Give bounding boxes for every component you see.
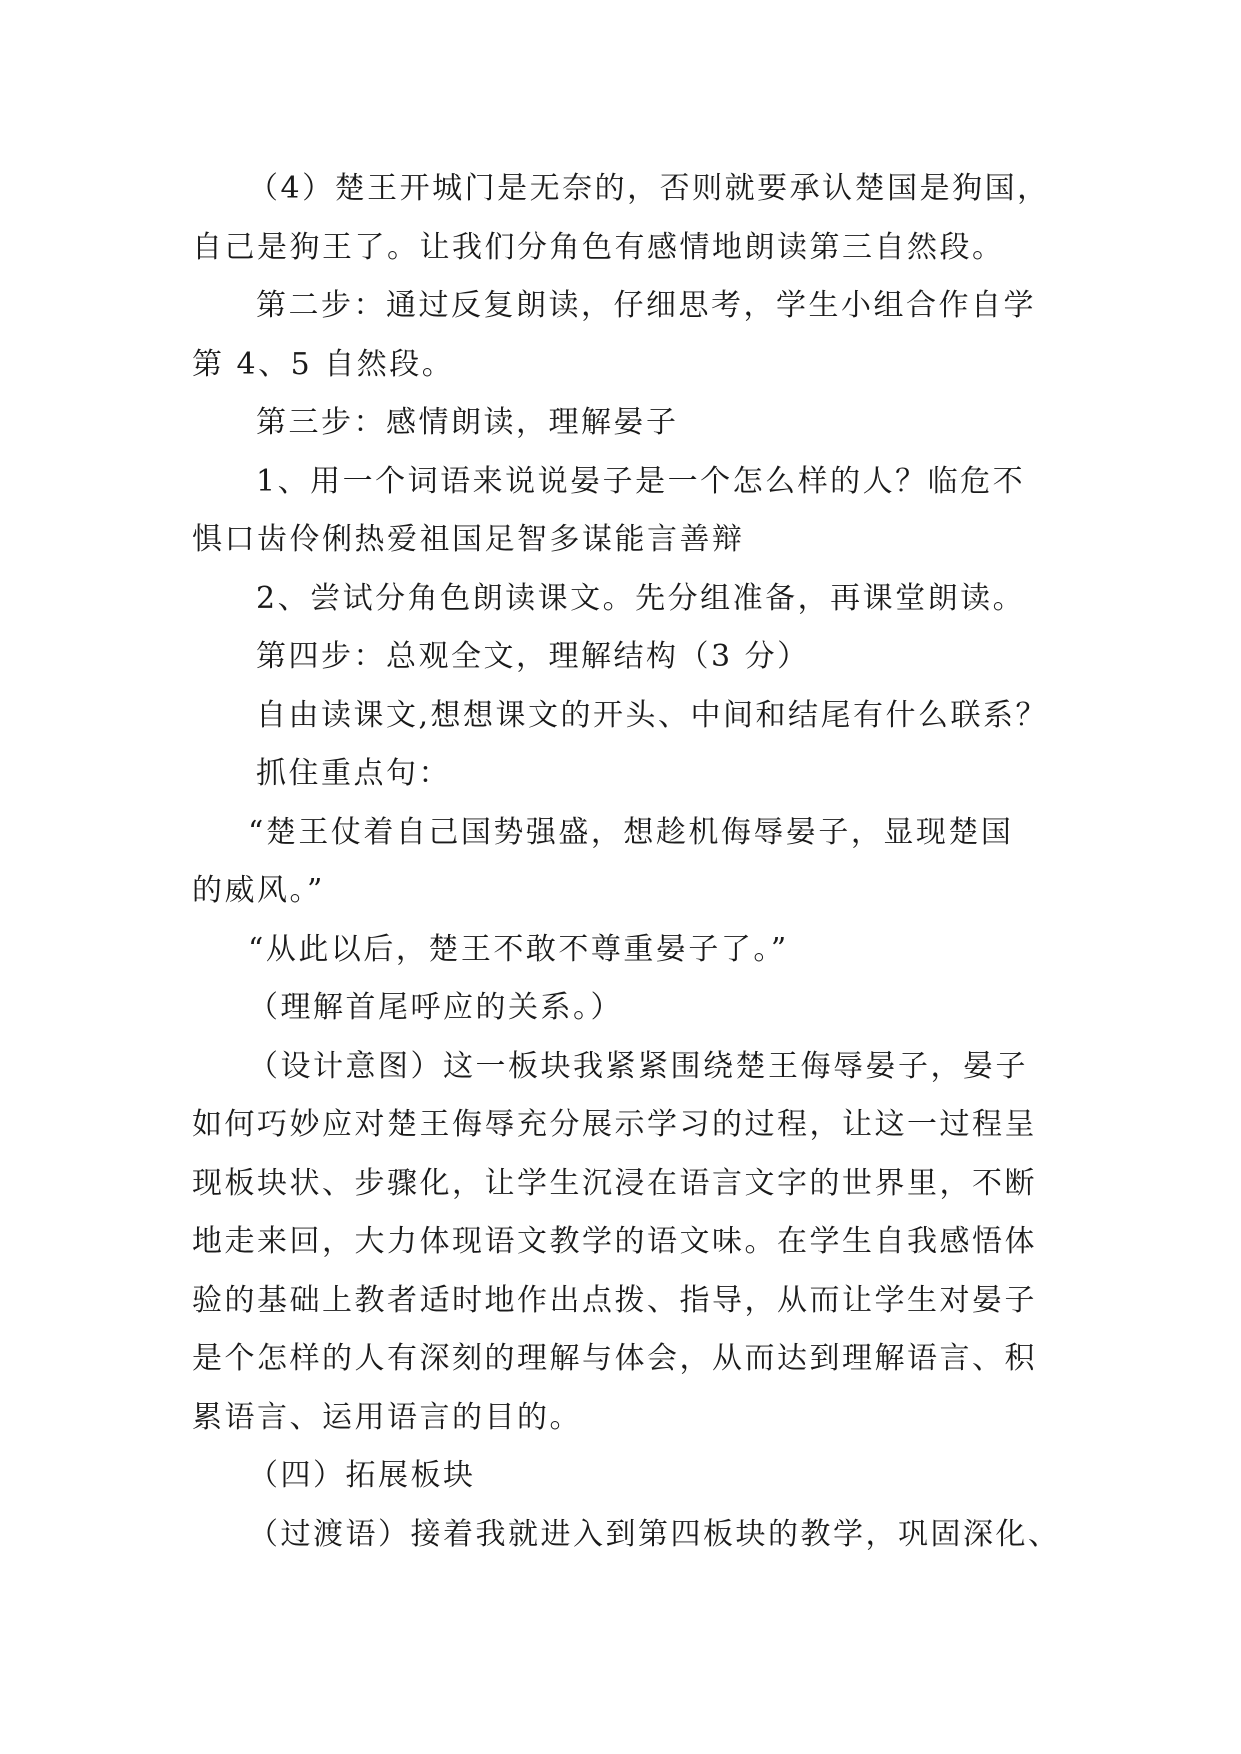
paragraph-line: 1、用一个词语来说说晏子是一个怎么样的人？临危不 [256, 463, 1026, 499]
paragraph-line: 惧口齿伶俐热爱祖国足智多谋能言善辩 [192, 522, 745, 557]
paragraph-line: 现板块状、步骤化，让学生沉浸在语言文字的世界里，不断 [192, 1165, 1037, 1201]
paragraph-line: 第 4、5 自然段。 [192, 346, 455, 382]
paragraph-line: （理解首尾呼应的关系。） [248, 990, 623, 1025]
paragraph-line: 2、尝试分角色朗读课文。先分组准备，再课堂朗读。 [256, 580, 1026, 616]
paragraph-line: 验的基础上教者适时地作出点拨、指导，从而让学生对晏子 [192, 1282, 1037, 1318]
paragraph-line: 自由读课文,想想课文的开头、中间和结尾有什么联系？ [256, 697, 1049, 733]
paragraph-line: 自己是狗王了。让我们分角色有感情地朗读第三自然段。 [192, 229, 1005, 265]
paragraph-line: （过渡语）接着我就进入到第四板块的教学，巩固深化、 [248, 1516, 1061, 1552]
paragraph-line: 的威风。” [192, 873, 325, 908]
paragraph-line: 抓住重点句： [256, 756, 451, 791]
document-body [192, 160, 1061, 1564]
paragraph-line: “从此以后，楚王不敢不尊重晏子了。” [248, 931, 789, 967]
paragraph-line: 累语言、运用语言的目的。 [192, 1399, 582, 1435]
paragraph-line: 第四步：总观全文，理解结构（3 分） [256, 639, 810, 674]
paragraph-line: 第三步：感情朗读，理解晏子 [256, 405, 679, 440]
paragraph-line: 是个怎样的人有深刻的理解与体会，从而达到理解语言、积 [192, 1341, 1037, 1376]
paragraph-line: “楚王仗着自己国势强盛，想趁机侮辱晏子，显现楚国 [248, 814, 1014, 850]
paragraph-line: （4）楚王开城门是无奈的，否则就要承认楚国是狗国， [248, 171, 1050, 206]
paragraph-line: 地走来回，大力体现语文教学的语文味。在学生自我感悟体 [192, 1224, 1037, 1259]
paragraph-line: 第二步：通过反复朗读，仔细思考，学生小组合作自学 [256, 288, 1036, 323]
paragraph-line: 如何巧妙应对楚王侮辱充分展示学习的过程，让这一过程呈 [192, 1107, 1037, 1142]
paragraph-line: （设计意图）这一板块我紧紧围绕楚王侮辱晏子，晏子 [248, 1048, 1028, 1084]
section-heading: （四）拓展板块 [248, 1458, 476, 1493]
